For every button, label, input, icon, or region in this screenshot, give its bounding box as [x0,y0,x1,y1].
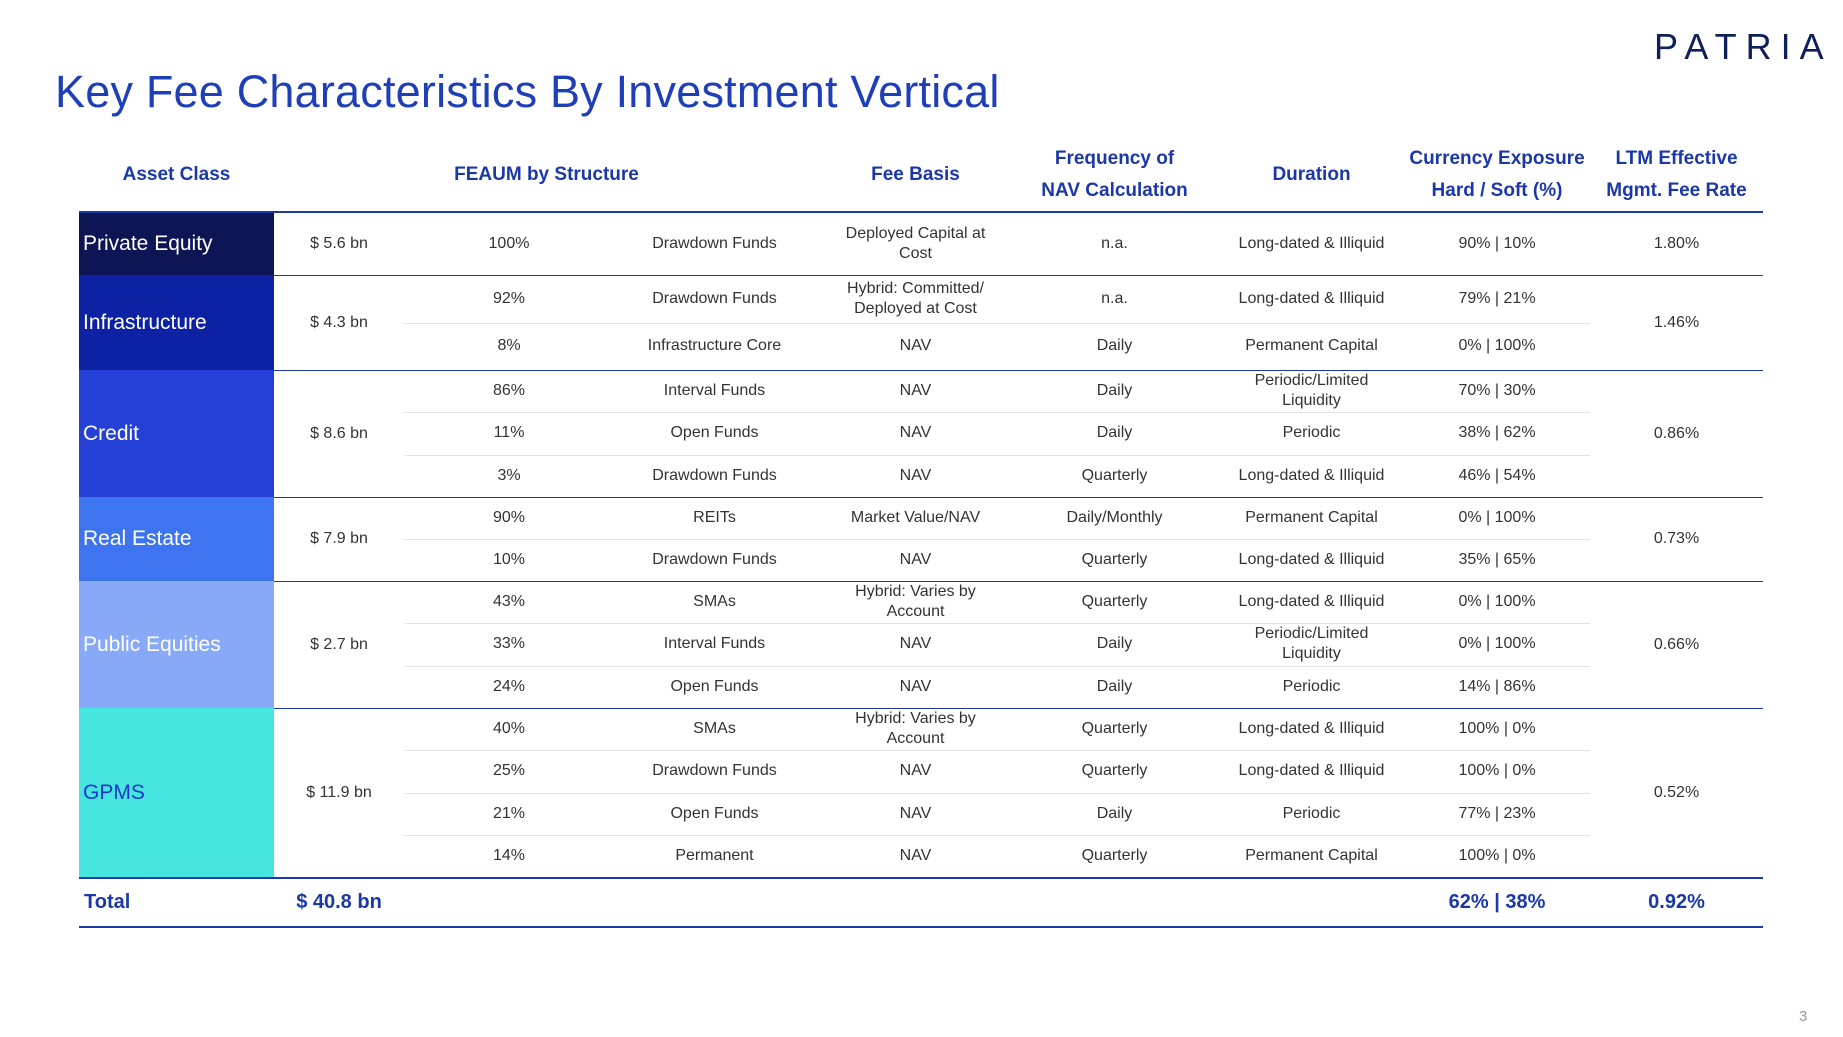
group-divider [274,275,1763,276]
company-logo: PATRIA [1654,26,1833,67]
ltm-fee-cell: 0.52% [1653,783,1700,801]
ltm-fee-cell: 1.46% [1653,313,1700,331]
frequency-cell: Daily [1096,804,1133,822]
structure-cell: Open Funds [670,424,759,442]
structure-cell: SMAs [693,593,736,611]
pct-cell: 14% [492,846,526,864]
pct-cell: 92% [492,289,526,307]
asset-class-cell: Infrastructure [79,275,274,370]
feaum-total-cell: $ 7.9 bn [310,530,368,547]
structure-cell: Drawdown Funds [652,466,777,484]
header-asset-class-label: Asset Class [122,164,231,185]
row-divider [404,539,1590,540]
row-divider [404,623,1590,624]
structure-cell: Open Funds [670,804,759,822]
pct-cell: 43% [492,593,526,611]
total-rule-bottom [79,926,1763,928]
group-divider [274,497,1763,498]
pct-cell: 3% [497,466,521,484]
frequency-cell: Daily [1096,337,1133,355]
pct-cell: 21% [492,804,526,822]
pct-cell: 33% [492,635,526,653]
feaum-total-cell: $ 5.6 bn [310,235,368,252]
frequency-cell: n.a. [1101,235,1128,252]
currency-cell: 14% | 86% [1458,677,1536,695]
fee-basis-cell: NAV [899,677,932,695]
structure-cell: Open Funds [670,677,759,695]
currency-cell: 79% | 21% [1458,289,1536,307]
header-ltm-line1: LTM Effective [1615,148,1738,169]
row-divider [404,323,1590,324]
duration-cell: Periodic [1282,804,1341,822]
duration-cell: Long-dated & Illiquid [1238,720,1385,738]
pct-cell: 100% [488,235,530,252]
currency-cell: 35% | 65% [1458,551,1536,568]
fee-basis-cell: NAV [899,762,932,780]
structure-cell: Drawdown Funds [652,289,777,307]
structure-cell: Drawdown Funds [652,762,777,780]
fee-basis-cell: NAV [899,382,932,400]
pct-cell: 25% [492,762,526,780]
total-label: Total [84,890,131,913]
frequency-cell: Daily [1096,424,1133,442]
currency-cell: 0% | 100% [1458,509,1536,526]
ltm-fee-cell: 1.80% [1653,235,1700,252]
fee-basis-cell: Deployed Capital at Cost [845,225,986,262]
duration-cell: Periodic [1282,424,1341,442]
row-divider [404,455,1590,456]
feaum-total-cell: $ 2.7 bn [310,635,368,653]
frequency-cell: Quarterly [1081,593,1148,611]
frequency-cell: Daily/Monthly [1066,509,1163,526]
header-currency-line2: Hard / Soft (%) [1431,180,1563,201]
asset-class-cell: Real Estate [79,497,274,581]
group-divider [274,370,1763,371]
ltm-fee-cell: 0.73% [1653,530,1700,547]
frequency-cell: Daily [1096,677,1133,695]
frequency-cell: Quarterly [1081,846,1148,864]
header-frequency [1016,140,1213,210]
header-currency-line1: Currency Exposure [1409,148,1585,169]
currency-cell: 0% | 100% [1458,337,1536,355]
structure-cell: SMAs [693,720,736,738]
row-divider [404,750,1590,751]
pct-cell: 11% [493,424,525,442]
asset-class-cell: GPMS [79,708,274,877]
duration-cell: Permanent Capital [1245,337,1378,355]
group-divider [274,581,1763,582]
header-ltm-line2: Mgmt. Fee Rate [1606,180,1747,201]
row-divider [404,412,1590,413]
feaum-total-cell: $ 11.9 bn [306,783,372,801]
structure-cell: REITs [693,509,736,526]
duration-cell: Long-dated & Illiquid [1238,235,1385,252]
duration-cell: Permanent Capital [1245,846,1378,864]
asset-class-cell: Credit [79,370,274,497]
structure-cell: Drawdown Funds [652,235,777,252]
currency-cell: 77% | 23% [1458,804,1536,822]
row-divider [404,835,1590,836]
pct-cell: 10% [492,551,526,568]
header-frequency-line2: NAV Calculation [1041,180,1188,201]
structure-cell: Interval Funds [663,635,766,653]
pct-cell: 86% [492,382,526,400]
currency-cell: 0% | 100% [1458,635,1536,653]
duration-cell: Long-dated & Illiquid [1238,593,1385,611]
header-ltm-fee [1590,140,1763,210]
asset-class-cell: Public Equities [79,581,274,708]
duration-cell: Long-dated & Illiquid [1238,551,1385,568]
header-feaum [404,140,689,210]
header-fee-basis [815,140,1016,210]
pct-cell: 40% [492,720,526,738]
row-divider [404,793,1590,794]
header-duration-label: Duration [1272,164,1351,185]
currency-cell: 100% | 0% [1458,762,1536,780]
currency-cell: 38% | 62% [1458,424,1536,442]
duration-cell: Periodic/Limited Liquidity [1254,625,1369,663]
fee-basis-cell: NAV [899,551,932,568]
currency-cell: 46% | 54% [1458,466,1536,484]
fee-basis-cell: NAV [899,424,932,442]
feaum-total-cell: $ 8.6 bn [310,424,368,442]
group-divider [274,708,1763,709]
duration-cell: Periodic [1282,677,1341,695]
duration-cell: Long-dated & Illiquid [1238,762,1385,780]
currency-cell: 100% | 0% [1458,720,1536,738]
fee-basis-cell: NAV [899,635,932,653]
total-ltm: 0.92% [1648,890,1705,913]
fee-basis-cell: Market Value/NAV [850,509,981,526]
row-divider [404,666,1590,667]
header-asset-class [79,140,274,210]
fee-basis-cell: NAV [899,804,932,822]
structure-cell: Permanent [675,846,754,864]
header-fee-basis-label: Fee Basis [871,164,960,185]
duration-cell: Long-dated & Illiquid [1238,466,1385,484]
frequency-cell: Quarterly [1081,466,1148,484]
fee-basis-cell: Hybrid: Committed/ Deployed at Cost [847,279,984,317]
page-title: Key Fee Characteristics By Investment Vertical [55,66,1000,117]
ltm-fee-cell: 0.86% [1653,424,1700,442]
pct-cell: 24% [492,677,526,695]
feaum-total-cell: $ 4.3 bn [310,313,368,331]
fee-basis-cell: Hybrid: Varies by Account [855,583,976,621]
frequency-cell: Quarterly [1081,762,1148,780]
total-currency: 62% | 38% [1448,890,1546,913]
duration-cell: Permanent Capital [1245,509,1378,526]
structure-cell: Interval Funds [663,382,766,400]
header-currency [1404,140,1590,210]
header-frequency-line1: Frequency of [1054,148,1175,169]
structure-cell: Infrastructure Core [647,337,782,355]
frequency-cell: Daily [1096,382,1133,400]
currency-cell: 100% | 0% [1458,846,1536,864]
structure-cell: Drawdown Funds [652,551,777,568]
pct-cell: 8% [497,337,521,355]
frequency-cell: Quarterly [1081,551,1148,568]
pct-cell: 90% [492,509,526,526]
currency-cell: 90% | 10% [1458,235,1536,252]
fee-basis-cell: NAV [899,337,932,355]
ltm-fee-cell: 0.66% [1653,635,1700,653]
duration-cell: Periodic/Limited Liquidity [1254,372,1369,410]
page-number: 3 [1799,1008,1808,1025]
header-duration [1213,140,1410,210]
currency-cell: 0% | 100% [1458,593,1536,611]
duration-cell: Long-dated & Illiquid [1238,289,1385,307]
frequency-cell: Quarterly [1081,720,1148,738]
total-feaum: $ 40.8 bn [296,890,382,913]
frequency-cell: Daily [1096,635,1133,653]
asset-class-cell: Private Equity [79,213,274,275]
frequency-cell: n.a. [1101,289,1128,307]
fee-basis-cell: NAV [899,466,932,484]
fee-basis-cell: Hybrid: Varies by Account [855,710,976,748]
header-feaum-label: FEAUM by Structure [454,164,639,185]
fee-basis-cell: NAV [899,846,932,864]
currency-cell: 70% | 30% [1458,382,1536,400]
